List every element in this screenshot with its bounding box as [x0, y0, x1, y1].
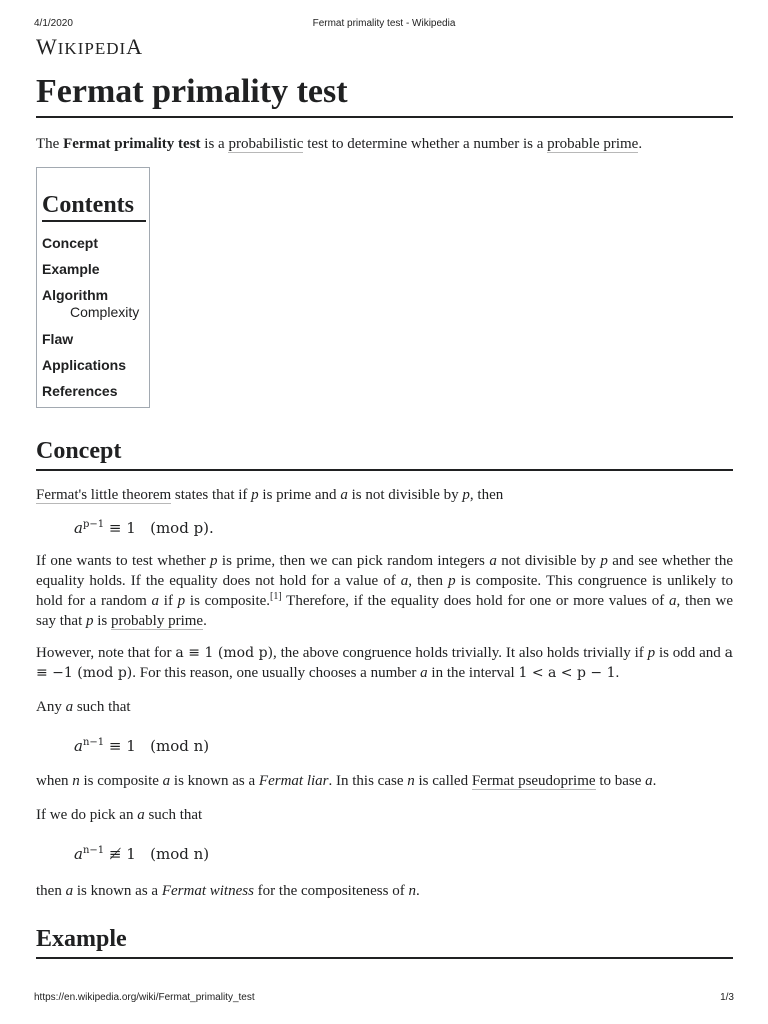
concept-paragraph-7: then a is known as a Fermat witness for the compositeness of n.	[36, 883, 420, 899]
page-title: Fermat primality test	[36, 70, 733, 118]
print-page-number: 1/3	[720, 992, 734, 1003]
section-heading-concept: Concept	[36, 435, 733, 471]
concept-paragraph-1: Fermat's little theorem states that if p is prime and a is not divisible by p, then	[36, 487, 504, 503]
print-title: Fermat primality test - Wikipedia	[312, 18, 456, 29]
toc-item-algorithm[interactable]: Algorithm	[42, 287, 109, 303]
intro-paragraph: The Fermat primality test is a probabilistic test to determine whether a number is a probable prime.	[36, 136, 643, 152]
concept-paragraph-5: when n is composite a is known as a Fermat liar. In this case n is called Fermat pseudoprime to base a.	[36, 773, 657, 789]
equation-3: $a^{n-1}$ ≢ 1 (mod n)	[74, 845, 210, 863]
link-probably-prime[interactable]: probably prime	[111, 613, 204, 629]
toc-item-complexity[interactable]: Complexity	[70, 304, 140, 320]
concept-paragraph-3: However, note that for a ≡ 1 (mod p), the above congruence holds trivially. It also holds trivially if p is odd and a ≡ −1 (mod p). For this reason, one usually chooses a number a in the interval 1 < a < p − 1.	[36, 645, 733, 681]
equation-2: $a^{n-1} \equiv 1$ (mod n)	[74, 737, 210, 755]
toc-item-concept[interactable]: Concept	[42, 235, 98, 251]
link-fermats-little-theorem[interactable]: Fermat's little theorem	[36, 487, 172, 503]
print-footer	[34, 992, 734, 1006]
toc-item-flaw[interactable]: Flaw	[42, 331, 74, 347]
toc-item-references[interactable]: References	[42, 383, 118, 399]
table-of-contents	[36, 167, 150, 408]
print-header	[34, 18, 734, 32]
link-probable-prime[interactable]: probable prime	[547, 136, 639, 152]
equation-1: $a^{p-1} \equiv 1$ (mod p).	[74, 519, 214, 537]
concept-paragraph-4: Any a such that	[36, 699, 131, 715]
link-fermat-pseudoprime[interactable]: Fermat pseudoprime	[471, 773, 596, 789]
print-url: https://en.wikipedia.org/wiki/Fermat_primality_test	[34, 992, 255, 1003]
link-probabilistic[interactable]: probabilistic	[228, 136, 304, 152]
toc-title: Contents	[42, 192, 146, 222]
concept-paragraph-2: If one wants to test whether p is prime, then we can pick random integers a not divisible by p and see whether the equality holds. If the equality does not hold for a value of a, then p is composite. This congruence is unlikely to hold for a random a if p is composite.[1] Therefore, if the equality does hold for one or more values of a, then we say that p is probably prime.	[36, 553, 733, 629]
wikipedia-wordmark[interactable]: WIKIPEDIA	[36, 34, 144, 59]
section-heading-example: Example	[36, 923, 733, 959]
toc-item-example[interactable]: Example	[42, 261, 100, 277]
wordmark-last-letter: A	[126, 34, 144, 59]
print-date: 4/1/2020	[34, 18, 73, 29]
concept-paragraph-6: If we do pick an a such that	[36, 807, 203, 823]
citation-1[interactable]: [1]	[270, 591, 282, 602]
toc-item-applications[interactable]: Applications	[42, 357, 127, 373]
